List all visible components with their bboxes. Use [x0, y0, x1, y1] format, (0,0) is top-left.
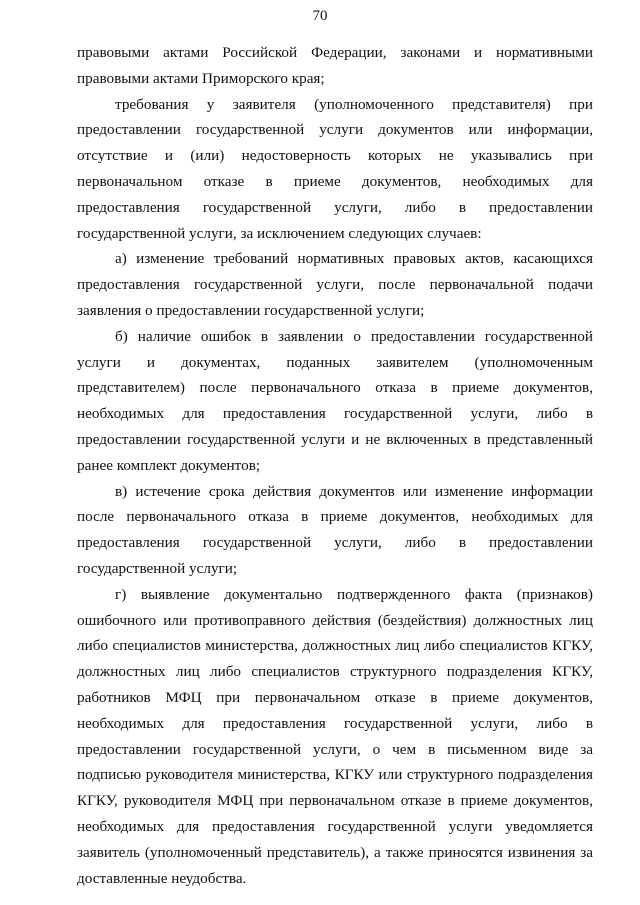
paragraph-item-v: в) истечение срока действия документов или изменение информации после первоначального отказа в приеме документов, необходимых для предоставления государственной услуги, либо в предоставлении государственной услуги; — [77, 482, 593, 577]
paragraph-item-a: а) изменение требований нормативных правовых актов, касающихся предоставления государственной услуги, после первоначальной подачи заявления о предоставлении государственной услуги; — [77, 250, 593, 319]
paragraph-requirements: требования у заявителя (уполномоченного представителя) при предоставлении государственной услуги документов или информации, отсутствие и (или) недостоверность которых не указывались при первоначальном отказе в приеме документов, необходимых для предоставления государственной услуги, либо в предоставлении государственной услуги, за исключением следующих случаев: — [77, 95, 593, 242]
paragraph-item-g: г) выявление документально подтвержденного факта (признаков) ошибочного или противоправного действия (бездействия) должностных лиц либо специалистов министерства, должностных лиц либо специалистов КГКУ, должностных лиц либо специалистов структурного подразделения КГКУ, работников МФЦ при первоначальном отказе в приеме документов, необходимых для предоставления государственной услуги, либо в предоставлении государственной услуги, о чем в письменном виде за подписью руководителя министерства, КГКУ или структурного подразделения КГКУ, руководителя МФЦ при первоначальном отказе в приеме документов, необходимых для предоставления государственной услуги уведомляется заявитель (уполномоченный представитель), а также приносятся извинения за доставленные неудобства. — [77, 585, 593, 887]
paragraph-continuation: правовыми актами Российской Федерации, законами и нормативными правовыми актами Приморского края; — [77, 44, 593, 87]
document-body — [77, 40, 593, 891]
page-number: 70 — [312, 8, 328, 24]
paragraph-item-b: б) наличие ошибок в заявлении о предоставлении государственной услуги и документах, поданных заявителем (уполномоченным представителем) после первоначального отказа в приеме документов, необходимых для предоставления государственной услуги, либо в предоставлении государственной услуги и не включенных в представленный ранее комплект документов; — [77, 327, 593, 474]
